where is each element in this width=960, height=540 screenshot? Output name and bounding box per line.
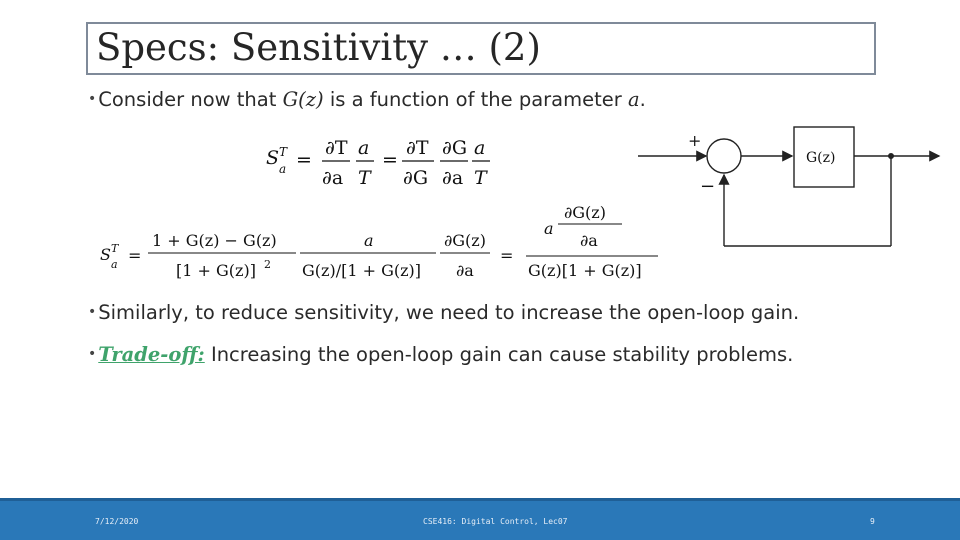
svg-text:=: = <box>382 149 398 171</box>
slide-title: Specs: Sensitivity … (2) <box>96 26 541 69</box>
bullet-dot: • <box>88 346 97 362</box>
bullet-dot: • <box>88 304 97 320</box>
footer-page-number: 9 <box>870 517 875 526</box>
summing-junction <box>707 139 741 173</box>
footer-course: CSE416: Digital Control, Lec07 <box>423 517 568 526</box>
svg-text:a: a <box>358 137 370 159</box>
svg-text:T: T <box>111 242 119 255</box>
bullet-consider: • Consider now that G(z) is a function of the parameter a. <box>88 88 646 111</box>
svg-text:S: S <box>100 245 111 264</box>
plus-sign: + <box>688 131 702 150</box>
pickoff-point <box>888 153 894 159</box>
svg-text:a: a <box>364 231 374 250</box>
svg-text:=: = <box>500 246 514 265</box>
feedback-block-diagram <box>636 120 946 255</box>
svg-text:1 + G(z) − G(z): 1 + G(z) − G(z) <box>152 231 277 250</box>
svg-text:∂a: ∂a <box>322 167 344 189</box>
svg-text:a: a <box>544 219 554 238</box>
svg-text:T: T <box>474 167 487 189</box>
svg-text:T: T <box>358 167 371 189</box>
svg-text:∂a: ∂a <box>442 167 464 189</box>
bullet-similarly: • Similarly, to reduce sensitivity, we need to increase the open-loop gain. <box>88 301 800 324</box>
svg-text:∂T: ∂T <box>406 137 429 159</box>
tradeoff-label: Trade-off: <box>98 343 205 366</box>
sensitivity-equation-1 <box>262 130 502 192</box>
svg-text:G(z)[1 + G(z)]: G(z)[1 + G(z)] <box>528 261 642 280</box>
svg-text:∂a: ∂a <box>580 231 598 250</box>
svg-text:T: T <box>279 145 288 159</box>
svg-text:2: 2 <box>264 258 271 271</box>
svg-text:G(z)/[1 + G(z)]: G(z)/[1 + G(z)] <box>302 261 422 280</box>
svg-text:a: a <box>474 137 486 159</box>
footer-date: 7/12/2020 <box>95 517 139 526</box>
minus-sign: − <box>700 176 716 197</box>
svg-text:∂T: ∂T <box>325 137 348 159</box>
svg-text:∂G(z): ∂G(z) <box>444 231 486 250</box>
plant-label: G(z) <box>806 150 836 166</box>
svg-text:∂G: ∂G <box>403 167 429 189</box>
footer-strip <box>0 498 960 501</box>
bullet-tradeoff: • Trade-off: Increasing the open-loop gain can cause stability problems. <box>88 343 794 366</box>
sensitivity-equation-2 <box>96 198 666 286</box>
svg-text:a: a <box>111 258 118 271</box>
svg-text:=: = <box>296 149 312 171</box>
footer-bar <box>0 498 960 540</box>
svg-text:∂a: ∂a <box>456 261 474 280</box>
svg-text:S: S <box>266 147 280 169</box>
svg-text:∂G: ∂G <box>442 137 468 159</box>
title-box <box>86 22 876 75</box>
svg-text:∂G(z): ∂G(z) <box>564 203 606 222</box>
svg-text:=: = <box>128 246 142 265</box>
svg-text:a: a <box>279 162 287 176</box>
svg-text:[1 + G(z)]: [1 + G(z)] <box>176 261 256 280</box>
bullet-dot: • <box>88 91 97 107</box>
